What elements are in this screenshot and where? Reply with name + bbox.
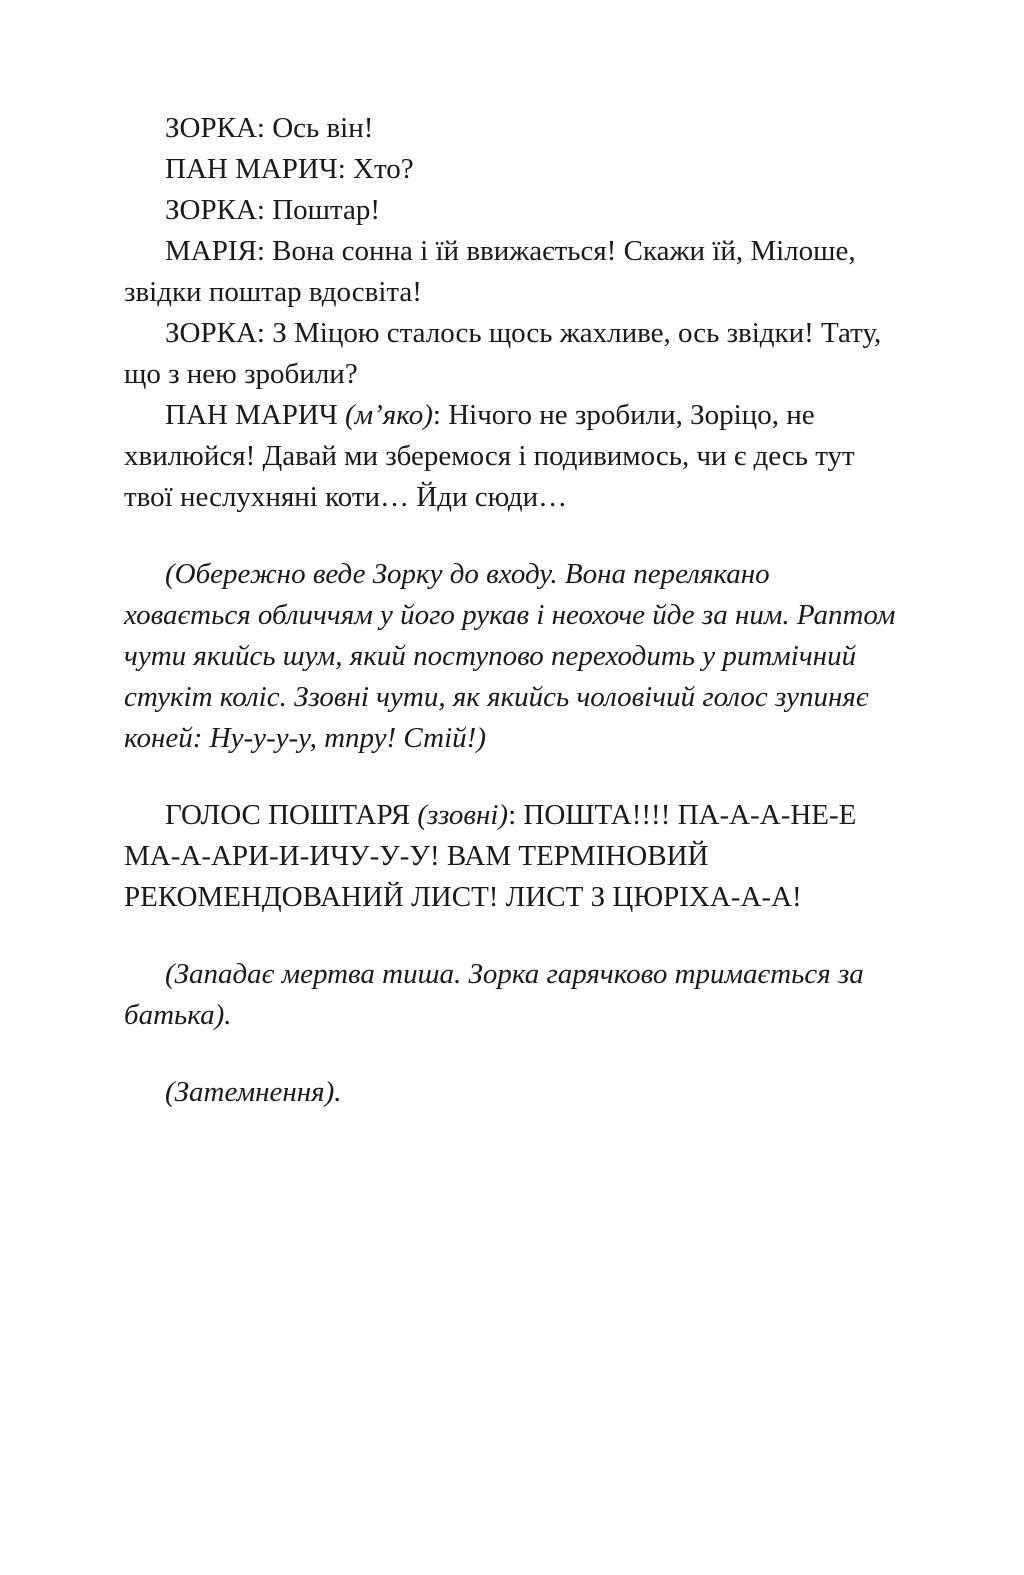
dialogue-line <box>124 108 901 149</box>
stage-note: (ззовні) <box>417 799 509 831</box>
dialogue-line <box>124 149 901 190</box>
speaker-name: ЗОРКА <box>165 194 257 226</box>
stage-direction: (Обережно веде Зорку до входу. Вона перелякано ховається обличчям у його рукав і неохоче йде за ним. Раптом чути якийсь шум, який поступово переходить у ритмічний стукіт коліс. Ззовні чути, як якийсь чоловічий голос зупиняє коней: Ну-у-у-у, тпру! Стій!) <box>124 558 896 754</box>
speaker-name: ПАН МАРИЧ <box>165 399 338 431</box>
dialogue-line <box>124 795 901 918</box>
line-text: : З Міцою сталось щось жахливе, ось звідки! Тату, що з нею зробили? <box>124 317 882 390</box>
dialogue-line <box>124 190 901 231</box>
stage-direction: (Западає мертва тиша. Зорка гарячково тримається за батька). <box>124 958 864 1031</box>
speaker-name: ЗОРКА <box>165 112 257 144</box>
dialogue-line <box>124 395 901 518</box>
speaker-name: ЗОРКА <box>165 317 257 349</box>
line-text: : Поштар! <box>256 194 381 226</box>
stage-note: (м’яко) <box>344 399 433 431</box>
speaker-name: ПАН МАРИЧ <box>165 153 338 185</box>
dialogue-line <box>124 313 901 395</box>
line-text: : Нічого не зробили, Зоріцо, не хвилюйся! Давай ми зберемося і подивимось, чи є десь тут твої неслухняні коти… Йди сюди… <box>124 399 855 513</box>
page-body <box>124 108 901 1113</box>
dialogue-line <box>124 231 901 313</box>
line-text: : Хто? <box>337 153 414 185</box>
line-text: : ПОШТА!!!! ПА-А-А-НЕ-Е МА-А-АРИ-И-ИЧУ-У-У! ВАМ ТЕРМІНОВИЙ РЕКОМЕНДОВАНИЙ ЛИСТ! ЛИСТ З ЦЮРІХА-А-А! <box>124 799 857 913</box>
line-text: : Ось він! <box>256 112 374 144</box>
speaker-name: ГОЛОС ПОШТАРЯ <box>165 799 411 831</box>
speaker-name: МАРІЯ <box>165 235 257 267</box>
line-text: : Вона сонна і їй ввижається! Скажи їй, Мілоше, звідки поштар вдосвіта! <box>124 235 856 308</box>
stage-direction: (Затемнення). <box>165 1076 342 1108</box>
